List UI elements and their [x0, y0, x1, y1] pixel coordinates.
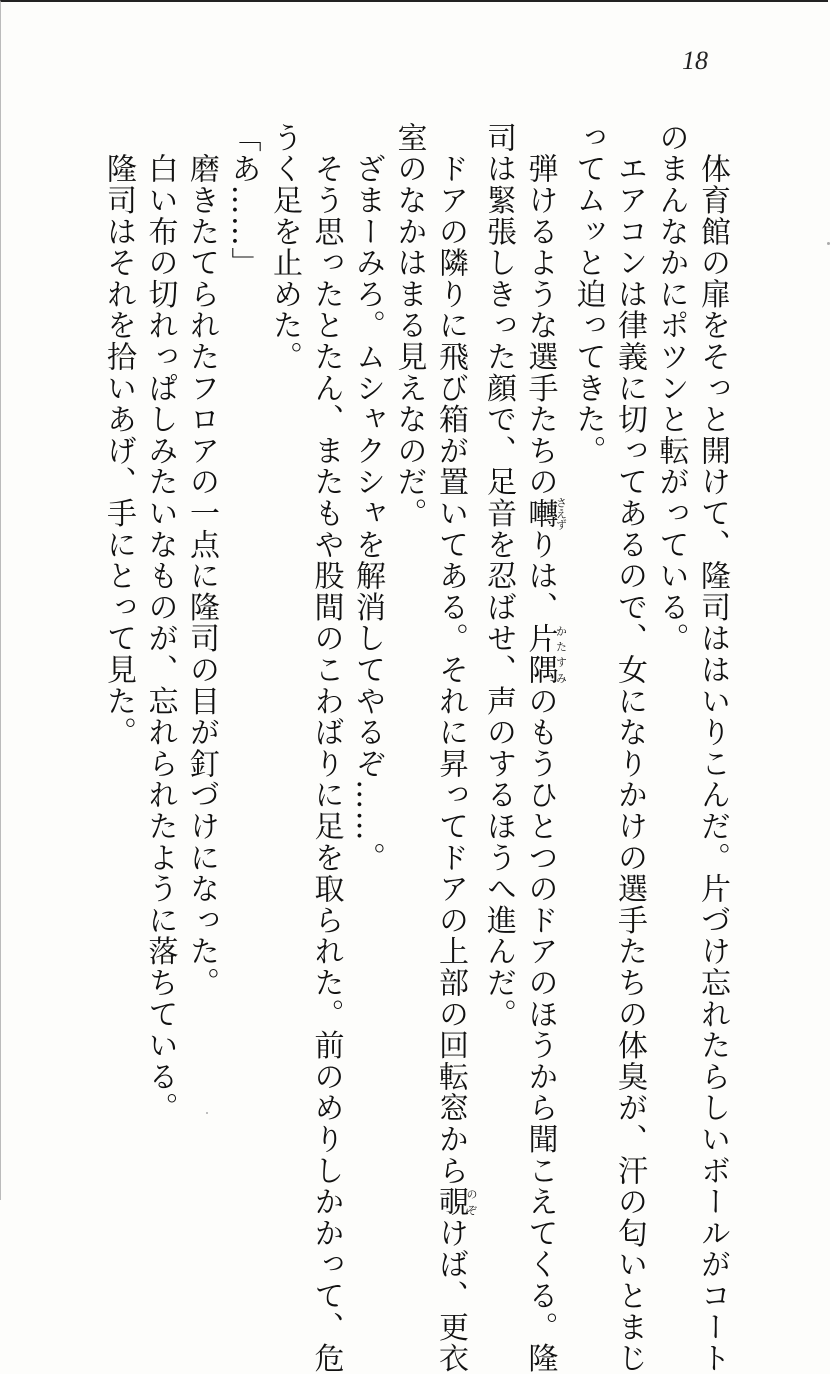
vertical-text-body — [101, 122, 733, 1374]
ruby-reading: かたすみ — [554, 622, 568, 686]
text-line — [264, 122, 306, 1102]
text-line — [430, 122, 478, 1374]
text-segment: ってムッと迫ってきた。 — [570, 122, 606, 467]
ruby-reading: さえず — [554, 496, 568, 530]
text-segment: ドアの隣りに飛び箱が置いてある。それに昇ってドアの上部の回転窓から — [433, 122, 468, 1187]
ruby-word — [522, 496, 568, 530]
text-line — [305, 122, 347, 1374]
text-segment: 室のなかはまる見えなのだ。 — [391, 122, 427, 529]
text-line — [519, 122, 568, 1374]
ruby-base: 片隅 — [522, 622, 558, 686]
text-segment: けば、更衣 — [433, 1217, 468, 1374]
ruby-word — [522, 622, 568, 686]
text-segment: 白い布の切れっぱしみたいなものが、忘れられたように落ちている。 — [142, 122, 178, 1124]
text-segment: エアコンは律義に切ってあるので、女になりかけの選手たちの体臭が、汗の匂いとまじ — [612, 122, 647, 1374]
text-segment: 磨きたてられたフロアの一点に隆司の目が釘づけになった。 — [184, 122, 219, 999]
text-line — [98, 122, 140, 1102]
text-line — [609, 122, 651, 1374]
text-segment: ざまーみろ。ムシャクシャを解消してやるぞ……。 — [350, 122, 385, 874]
text-line — [181, 122, 223, 1102]
text-line — [478, 122, 520, 1102]
text-segment: 弾けるような選手たちの — [522, 122, 558, 498]
text-line — [388, 122, 430, 1102]
text-segment: のまんなかにポツンと転がっている。 — [653, 122, 689, 655]
text-line — [139, 122, 181, 1124]
scan-speck — [206, 1112, 208, 1114]
text-segment: そう思ったとたん、またもや股間のこわばりに足を取られた。前のめりしかかって、危 — [308, 122, 344, 1374]
text-segment: 「あ……」 — [225, 122, 261, 279]
ruby-base: 覗 — [433, 1186, 468, 1218]
text-segment: のもうひとつのドアのほうから聞こえてくる。隆 — [522, 685, 558, 1374]
text-line — [347, 122, 389, 1102]
text-line — [650, 122, 692, 1102]
text-segment: りは、 — [522, 528, 558, 623]
ruby-reading: のぞ — [465, 1186, 478, 1218]
text-line: 体育館の扉をそっと開けて、隆司ははいりこんだ。片づけ忘れたらしいボールがコート — [695, 122, 730, 1374]
text-segment: うく足を止めた。 — [267, 122, 302, 373]
text-segment: 司は緊張しきった顔で、足音を忍ばせ、声のするほうへ進んだ。 — [481, 122, 516, 1030]
text-line — [567, 122, 609, 1102]
text-line — [222, 122, 264, 1102]
text-segment: 隆司はそれを拾いあげ、手にとって見た。 — [101, 122, 136, 748]
page-number: 18 — [682, 46, 708, 75]
ruby-base: 囀 — [522, 496, 558, 530]
ruby-word — [433, 1186, 478, 1218]
